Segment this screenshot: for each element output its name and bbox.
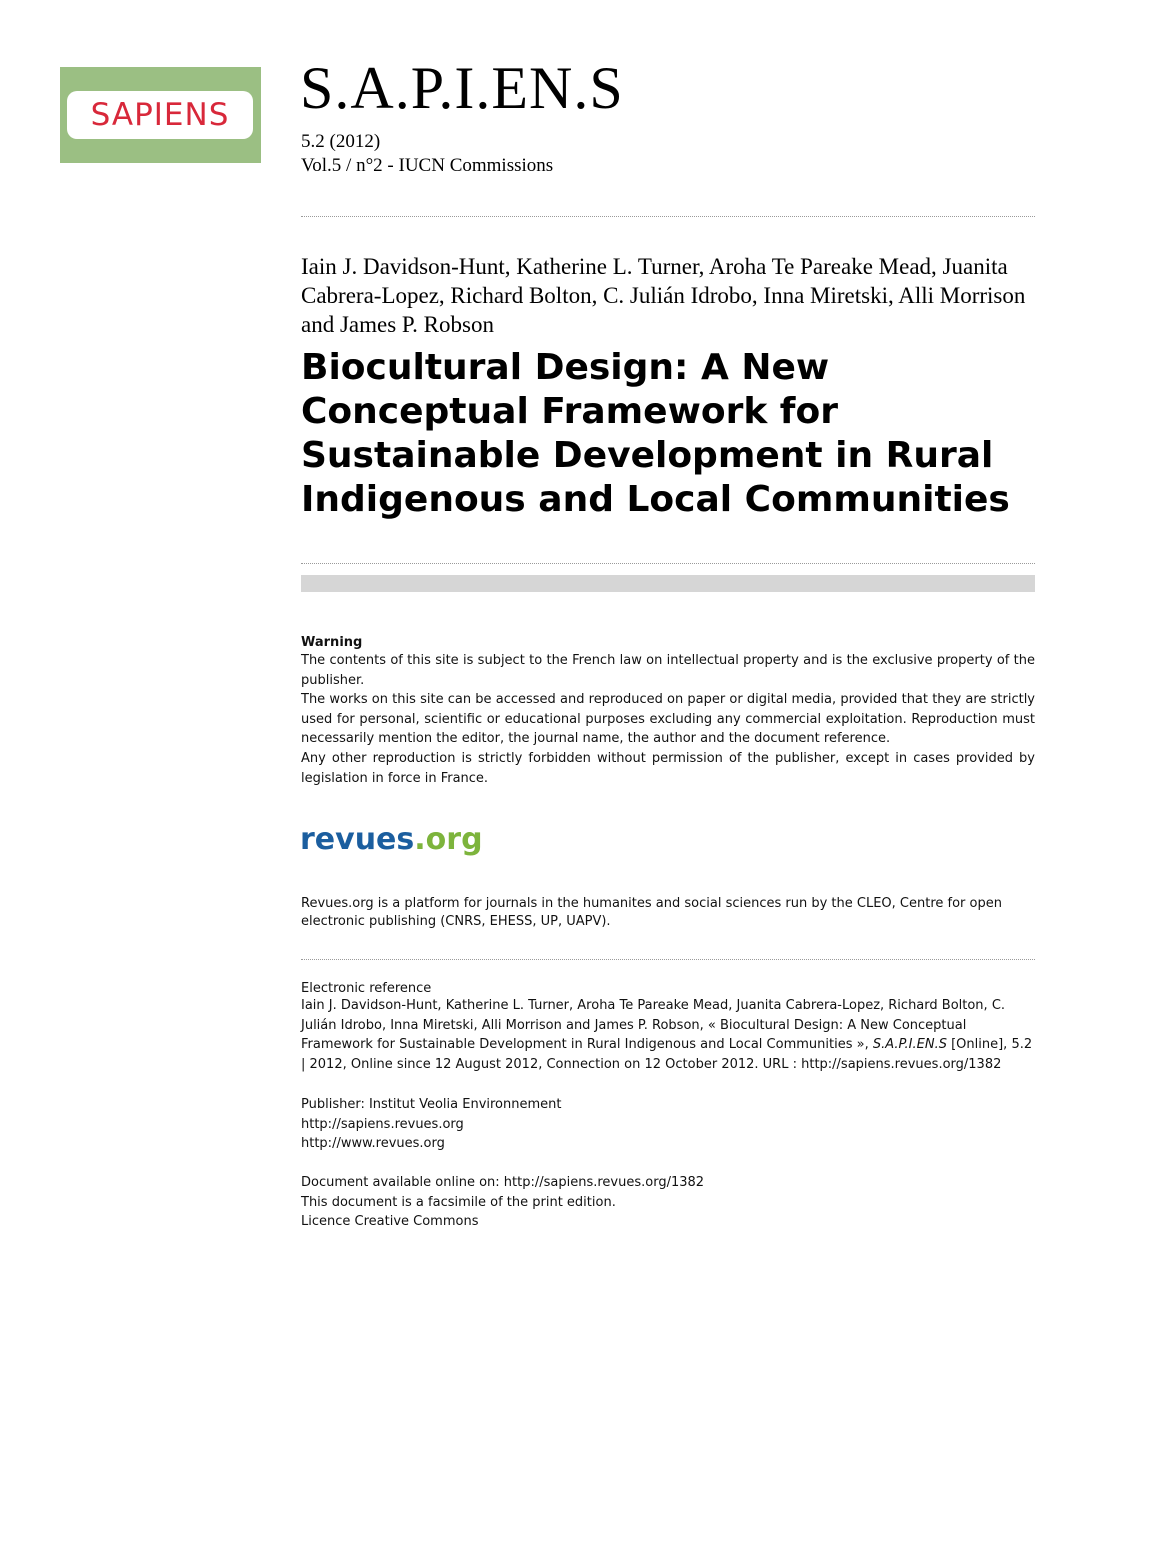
divider	[301, 563, 1035, 564]
article-title: Biocultural Design: A New Conceptual Framework for Sustainable Development in Rural Indigenous and Local Communities	[301, 347, 1010, 520]
sapiens-logo-text	[67, 91, 253, 139]
revues-url-link[interactable]: http://www.revues.org	[301, 1136, 445, 1152]
electronic-reference	[301, 996, 1035, 1074]
warning-paragraph-3: Any other reproduction is strictly forbidden without permission of the publisher, except in cases provided by legislation in force in France.	[301, 750, 1035, 786]
electronic-reference-heading: Electronic reference	[301, 981, 432, 996]
facsimile-note: This document is a facsimile of the print edition.	[301, 1194, 616, 1210]
warning-heading: Warning	[301, 635, 363, 650]
warning-text	[301, 651, 1035, 788]
warning-paragraph-2: The works on this site can be accessed and reproduced on paper or digital media, provided that they are strictly used for personal, scientific or educational purposes excluding any commercial exploitation. Reproduction must necessarily mention the editor, the journal name, the author and the document reference.	[301, 692, 1035, 747]
document-url[interactable]: Document available online on: http://sapiens.revues.org/1382	[301, 1175, 705, 1190]
reference-details: [Online], 5.2 | 2012, Online since 12 August 2012, Connection on 12 October 2012. URL : http://sapiens.revues.org/1382	[301, 1037, 1033, 1072]
logo-label: SAPIENS	[90, 97, 230, 133]
reference-journal: S.A.P.I.EN.S	[872, 1037, 947, 1053]
revues-logo[interactable]	[300, 820, 483, 860]
issue-number: 5.2 (2012)	[301, 131, 381, 152]
divider	[301, 216, 1035, 217]
journal-title: S.A.P.I.EN.S	[300, 55, 624, 121]
revues-logo-main: revues	[300, 822, 415, 857]
revues-logo-suffix: .org	[414, 822, 483, 857]
sapiens-logo	[60, 67, 261, 163]
licence-note: Licence Creative Commons	[301, 1214, 479, 1230]
availability-block	[301, 1173, 1035, 1232]
journal-url-link[interactable]: http://sapiens.revues.org	[301, 1116, 464, 1132]
gray-bar	[301, 575, 1035, 592]
reference-authors-title: Iain J. Davidson-Hunt, Katherine L. Turner, Aroha Te Pareake Mead, Juanita Cabrera-Lopez, Richard Bolton, C. Julián Idrobo, Inna Miretski, Alli Morrison and James P. Robson, « Biocultural Design: A New Conceptual Framework for Sustainable Development in Rural Indigenous and Local Communities »,	[301, 998, 1006, 1053]
warning-paragraph-1: The contents of this site is subject to the French law on intellectual property and is the exclusive property of the publisher.	[301, 653, 1035, 688]
volume-line: Vol.5 / n°2 - IUCN Commissions	[301, 155, 554, 176]
publisher-name: Publisher: Institut Veolia Environnement	[301, 1097, 562, 1112]
platform-description: Revues.org is a platform for journals in the humanites and social sciences run by the CLEO, Centre for open electronic publishing (CNRS, EHESS, UP, UAPV).	[301, 896, 1002, 929]
publisher-block	[301, 1095, 1035, 1154]
article-authors: Iain J. Davidson-Hunt, Katherine L. Turner, Aroha Te Pareake Mead, Juanita Cabrera-Lopez, Richard Bolton, C. Julián Idrobo, Inna Miretski, Alli Morrison and James P. Robson	[301, 254, 1026, 337]
divider	[301, 959, 1035, 960]
